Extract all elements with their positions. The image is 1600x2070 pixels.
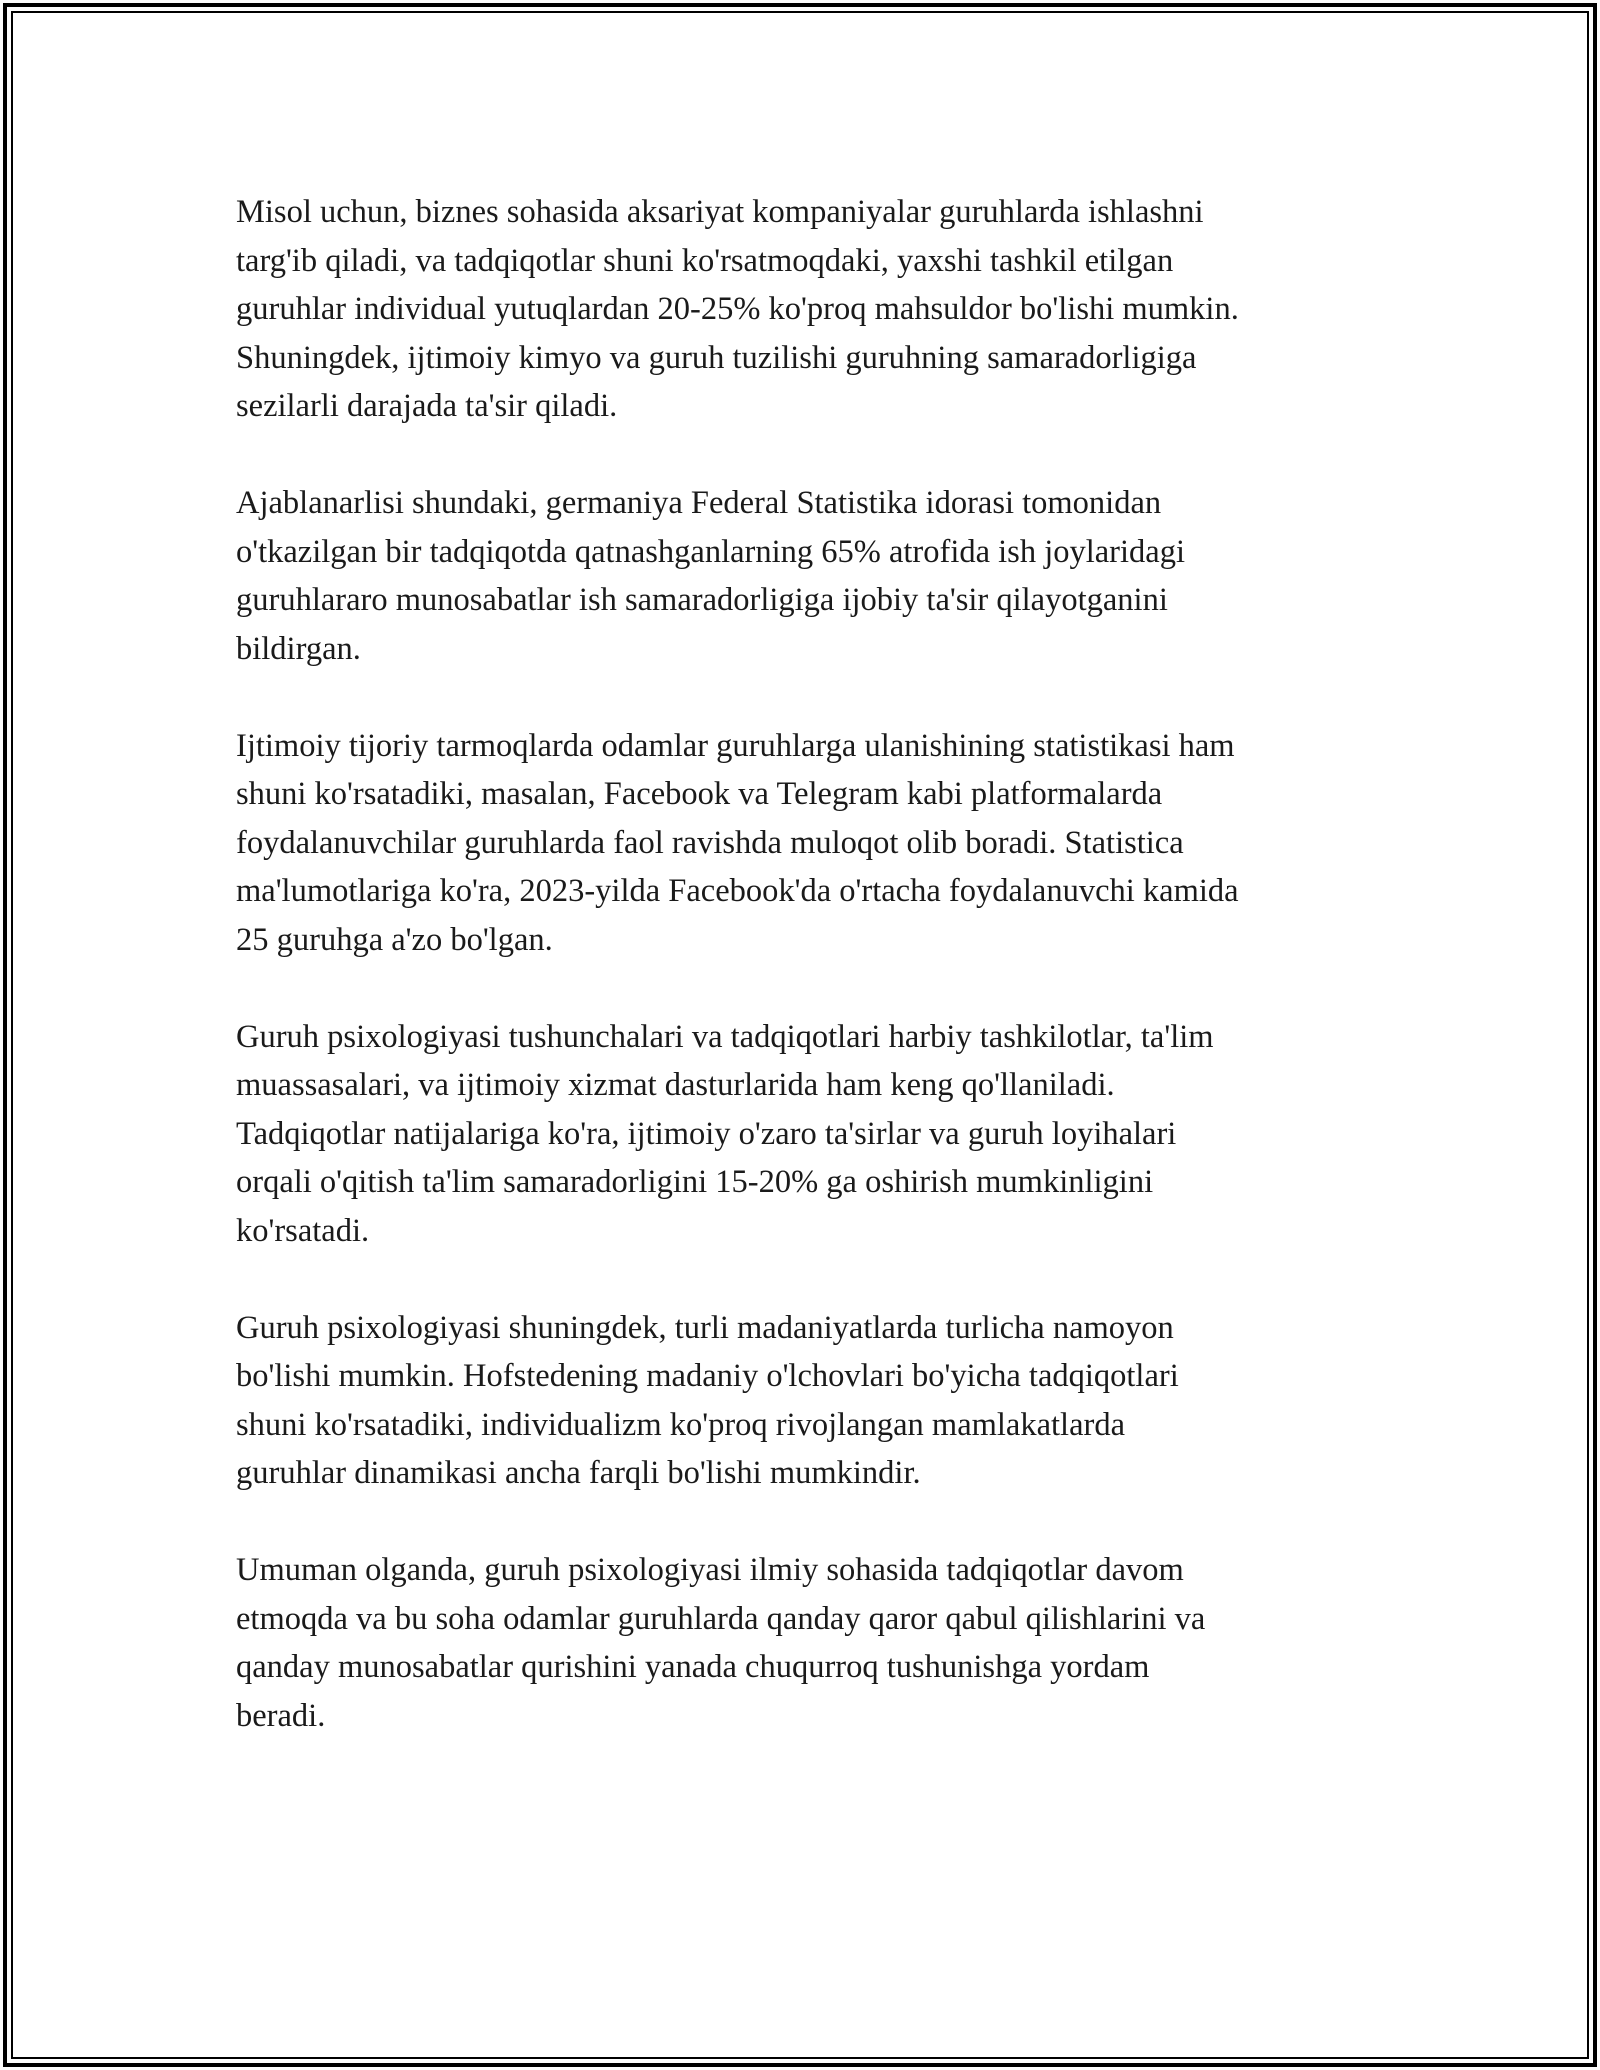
paragraph-4: Guruh psixologiyasi tushunchalari va tadqiqotlari harbiy tashkilotlar, ta'lim muassasalari, va ijtimoiy xizmat dasturlarida ham keng qo'llaniladi. Tadqiqotlar natijalariga ko'ra, ijtimoiy o'zaro ta'sirlar va guruh loyihalari orqali o'qitish ta'lim samaradorligini 15-20% ga oshirish mumkinligini ko'rsatadi. [236,1018,1214,1249]
paragraph-2: Ajablanarlisi shundaki, germaniya Federal Statistika idorasi tomonidan o'tkazilgan bir tadqiqotda qatnashganlarning 65% atrofida ish joylaridagi guruhlararo munosabatlar ish samaradorligiga ijobiy ta'sir qilayotganini bildirgan. [236,485,1185,667]
paragraph-1: Misol uchun, biznes sohasida aksariyat kompaniyalar guruhlarda ishlashni targ'ib qiladi, va tadqiqotlar shuni ko'rsatmoqdaki, yaxshi tashkil etilgan guruhlar individual yutuqlardan 20-25% ko'proq mahsuldor bo'lishi mumkin. Shuningdek, ijtimoiy kimyo va guruh tuzilishi guruhning samaradorligiga sezilarli darajada ta'sir qiladi. [236,194,1239,424]
paragraph-3: Ijtimoiy tijoriy tarmoqlarda odamlar guruhlarga ulanishining statistikasi ham shuni ko'rsatadiki, masalan, Facebook va Telegram kabi platformalarda foydalanuvchilar guruhlarda faol ravishda muloqot olib boradi. Statistica ma'lumotlariga ko'ra, 2023-yilda Facebook'da o'rtacha foydalanuvchi kamida 25 guruhga a'zo bo'lgan. [236,727,1239,958]
paragraph-6: Umuman olganda, guruh psixologiyasi ilmiy sohasida tadqiqotlar davom etmoqda va bu soha odamlar guruhlarda qanday qaror qabul qilishlarini va qanday munosabatlar qurishini yanada chuqurroq tushunishga yordam beradi. [236,1552,1206,1734]
paragraph-5: Guruh psixologiyasi shuningdek, turli madaniyatlarda turlicha namoyon bo'lishi mumkin. Hofstedening madaniy o'lchovlari bo'yicha tadqiqotlari shuni ko'rsatadiki, individualizm ko'proq rivojlangan mamlakatlarda guruhlar dinamikasi ancha farqli bo'lishi mumkindir. [236,1309,1179,1491]
document-body [236,188,1386,1789]
